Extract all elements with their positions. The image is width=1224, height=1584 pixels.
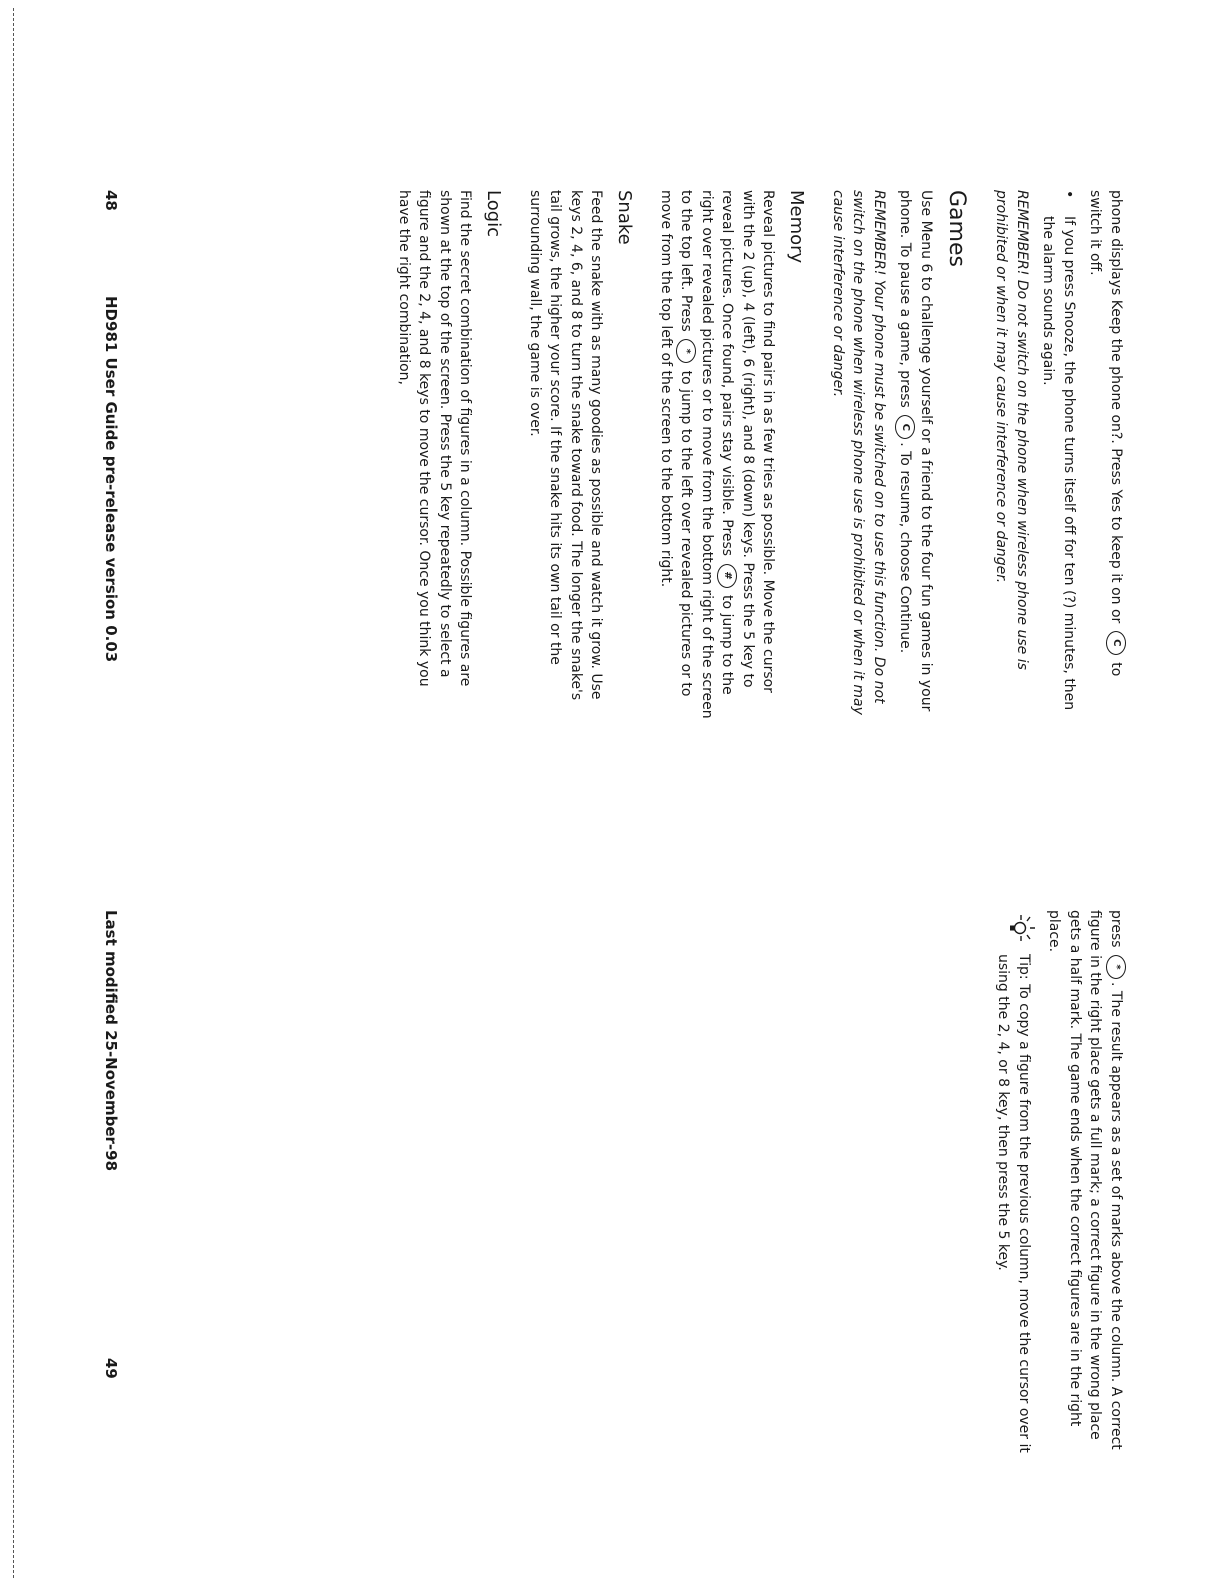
remember-note-1: REMEMBER! Do not switch on the phone when wireless phone use is prohibited or when it may cause interference or danger. xyxy=(993,190,1030,670)
logic-cont-text-2: . The result appears as a set of marks above the column. A correct figure in the right place gets a full mark; a correct figure in the wrong place gets a half mark. The game ends when the correct figures are in the right place. xyxy=(1046,910,1124,1450)
star-key-icon: * xyxy=(677,339,697,363)
continued-paragraph xyxy=(1085,190,1126,720)
remember-note-2: REMEMBER! Your phone must be switched on to use this function. Do not switch on the phone when wireless phone use is prohibited or when it may cause interference or danger. xyxy=(830,190,887,715)
right-page xyxy=(0,792,1224,1584)
memory-text-2: to jump to the right over revealed pictures or to move from the bottom right of the screen to the top left. Press xyxy=(678,190,736,719)
tip-note xyxy=(993,910,1034,1470)
snooze-text: If you press Snooze, the phone turns itself off for ten (?) minutes, then the alarm sounds again. xyxy=(1040,216,1077,711)
memory-paragraph xyxy=(656,190,779,720)
footer-version-text: HD981 User Guide pre-release version 0.03 xyxy=(102,296,120,663)
snake-heading: Snake xyxy=(614,190,636,245)
games-paragraph xyxy=(895,190,936,720)
clear-key-icon: C xyxy=(1106,631,1126,655)
logic-continued-paragraph xyxy=(1044,910,1126,1470)
lightbulb-icon xyxy=(1006,914,1036,942)
continued-text-1: phone displays Keep the phone on?. Press Yes to keep it on or xyxy=(1108,190,1124,624)
memory-heading: Memory xyxy=(786,190,808,264)
footer-modified-text: Last modified 25-November-98 xyxy=(102,910,120,1172)
memory-text-1: Reveal pictures to find pairs in as few tries as possible. Move the cursor with the 2 (up), 4 (left), 6 (right), and 8 (down) keys. Press the 5 key to reveal pictures. Once found, pairs stay visible. Press xyxy=(719,190,777,693)
page-number-left: 48 xyxy=(102,190,120,211)
scan-edge-line xyxy=(13,8,14,1578)
page-number-right: 49 xyxy=(102,1358,120,1379)
games-text-2: . To resume, choose Continue. xyxy=(897,442,914,654)
logic-paragraph: Find the secret combination of figures in a column. Possible figures are shown at the top of the screen. Press the 5 key repeatedly to select a figure and the 2, 4, and 8 keys to move the cursor. Once you think you have the right combination, xyxy=(396,190,474,687)
games-heading: Games xyxy=(944,190,969,267)
right-column xyxy=(987,910,1126,1470)
continued-text-2: to switch it off. xyxy=(1087,190,1124,677)
tip-text: Tip: To copy a figure from the previous column, move the cursor over it using the 2, 4, or 8 key, then press the 5 key. xyxy=(995,954,1032,1453)
snooze-bullet xyxy=(1038,190,1079,720)
logic-heading: Logic xyxy=(483,190,505,238)
clear-key-icon: C xyxy=(896,415,916,439)
games-text-1: Use Menu 6 to challenge yourself or a friend to the four fun games in your phone. To pause a game, press xyxy=(897,190,934,712)
logic-cont-text-1: press xyxy=(1108,910,1124,948)
hash-key-icon: # xyxy=(718,564,738,588)
memory-text-3: to jump to the left over revealed pictures or to move from the top left of the screen to the bottom right. xyxy=(658,190,695,697)
star-key-icon: * xyxy=(1106,955,1126,979)
bullet-icon: • xyxy=(1061,190,1077,199)
left-column xyxy=(388,190,1127,720)
snake-paragraph: Feed the snake with as many goodies as possible and watch it grow. Use keys 2, 4, 6, and 8 to turn the snake toward food. The longer the snake's tail grows, the higher your score. If the snake hits its own tail or the surrounding wall, the game is over. xyxy=(527,190,605,701)
